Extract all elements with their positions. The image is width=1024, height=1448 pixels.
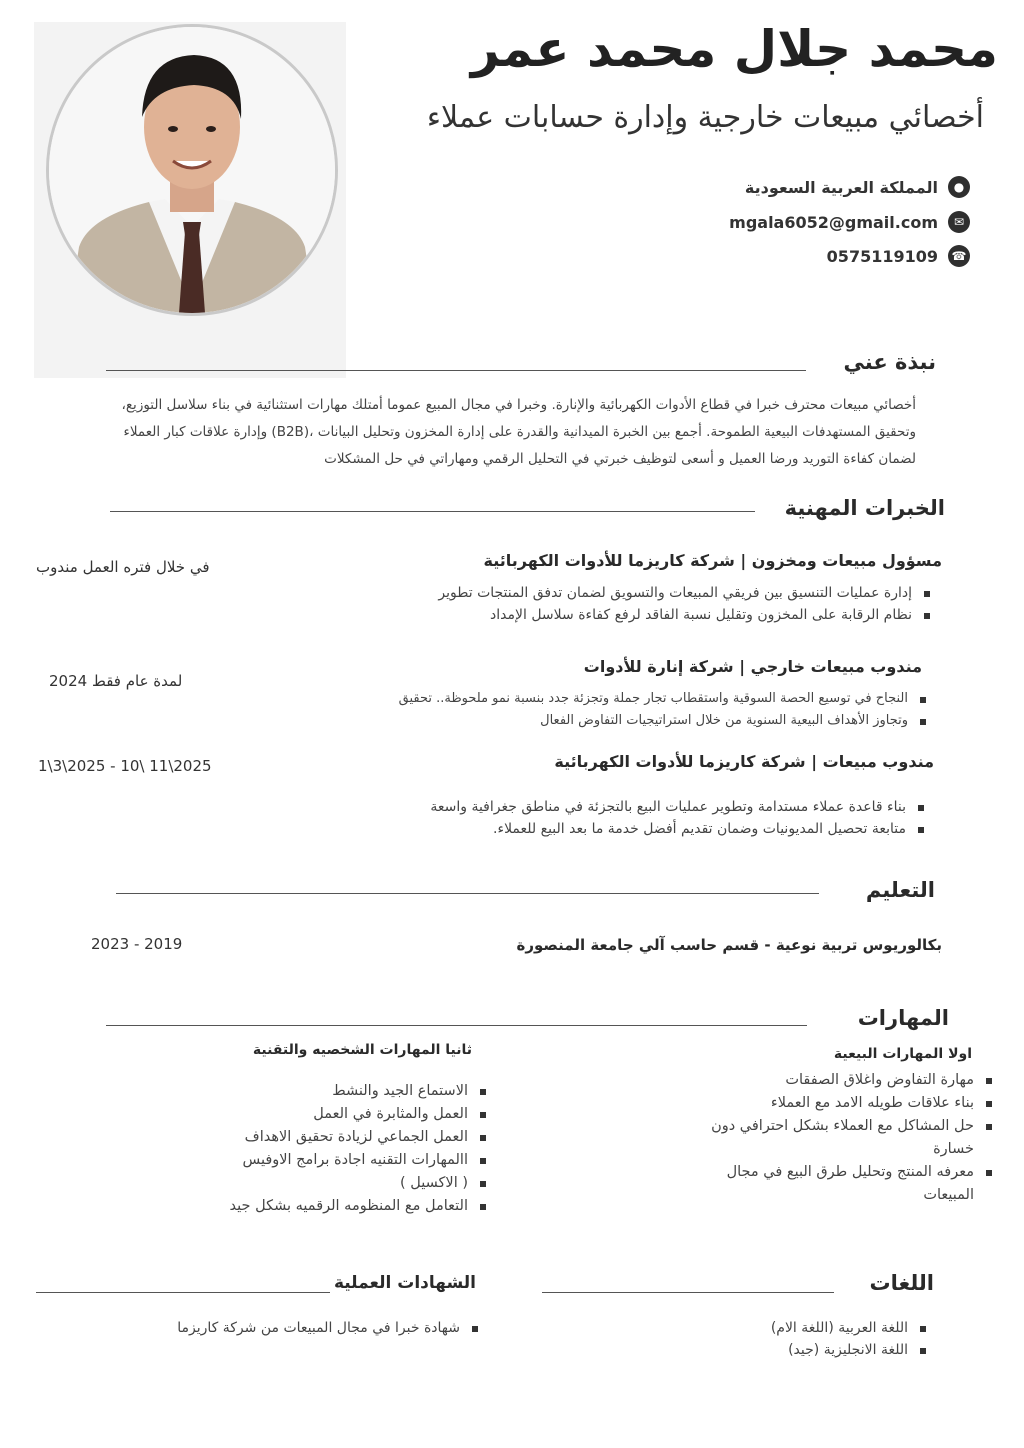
languages-list xyxy=(628,1317,928,1361)
contact-location xyxy=(745,176,970,198)
profile-photo xyxy=(46,24,338,316)
education-date: 2019 - 2023 xyxy=(91,935,183,953)
education-divider xyxy=(116,893,819,894)
experience-divider xyxy=(110,511,755,512)
languages-heading: اللغات xyxy=(869,1271,934,1295)
list-item: معرفه المنتج وتحليل طرق البيع في مجال المبيعات xyxy=(704,1161,994,1207)
person-name: محمد جلال محمد عمر xyxy=(470,20,998,78)
list-item: ( الاكسيل ) xyxy=(228,1172,488,1195)
list-item: متابعة تحصيل المديونيات وضمان تقديم أفضل خدمة ما بعد البيع للعملاء. xyxy=(326,818,926,840)
location-pin-icon: ● xyxy=(948,176,970,198)
education-heading: التعليم xyxy=(865,878,935,902)
sales-skills-list xyxy=(704,1069,994,1207)
list-item: بناء قاعدة عملاء مستدامة وتطوير عمليات البيع بالتجزئة في مناطق جغرافية واسعة xyxy=(326,796,926,818)
job-title: أخصائي مبيعات خارجية وإدارة حسابات عملاء xyxy=(426,100,984,135)
list-item: وتجاوز الأهداف البيعية السنوية من خلال استراتيجيات التفاوض الفعال xyxy=(308,710,928,732)
about-line: وتحقيق المستهدفات البيعية الطموحة. أجمع بين الخبرة الميدانية والقدرة على إدارة المخزون وتحليل البيانات ،(B2B) وإدارة علاقات كبار العملاء xyxy=(123,424,916,440)
skills-divider xyxy=(106,1025,807,1026)
list-item: الاستماع الجيد والنشط xyxy=(228,1080,488,1103)
education-degree: بكالوريوس تربية نوعية - قسم حاسب آلي جامعة المنصورة xyxy=(516,936,942,954)
job-3-date: 1\3\2025 - 10\ 11\2025 xyxy=(38,757,212,775)
list-item: العمل الجماعي لزيادة تحقيق الاهداف xyxy=(228,1126,488,1149)
list-item: التعامل مع المنظومه الرقميه بشكل جيد xyxy=(228,1195,488,1218)
job-2-bullets xyxy=(308,688,928,732)
contact-phone[interactable] xyxy=(827,245,970,267)
list-item: إدارة عمليات التنسيق بين فريقي المبيعات والتسويق لضمان تدفق المنتجات تطوير xyxy=(332,582,932,604)
skills-heading: المهارات xyxy=(857,1006,949,1030)
job-3-title: مندوب مبيعات | شركة كاريزما للأدوات الكهربائية xyxy=(554,752,934,771)
list-item: شهادة خبرا في مجال المبيعات من شركة كاريزما xyxy=(140,1317,480,1339)
list-item: بناء علاقات طويله الامد مع العملاء xyxy=(704,1092,994,1115)
list-item: العمل والمثابرة في العمل xyxy=(228,1103,488,1126)
contact-email[interactable] xyxy=(729,211,970,233)
email-icon: ✉ xyxy=(948,211,970,233)
about-line: لضمان كفاءة التوريد ورضا العميل و أسعى لتوظيف خبرتي في التحليل الرقمي ومهاراتي في حل المشكلات xyxy=(324,451,916,467)
list-item: مهارة التفاوض واغلاق الصفقات xyxy=(704,1069,994,1092)
job-1-title: مسؤول مبيعات ومخزون | شركة كاريزما للأدوات الكهربائية xyxy=(483,551,942,570)
job-1-date: في خلال فتره العمل مندوب xyxy=(36,558,210,576)
personal-skills-title: ثانيا المهارات الشخصيه والتقنية xyxy=(252,1042,472,1058)
certificates-divider xyxy=(36,1292,330,1293)
about-divider xyxy=(106,370,806,371)
job-2-title: مندوب مبيعات خارجي | شركة إنارة للأدوات xyxy=(583,657,922,676)
languages-divider xyxy=(542,1292,834,1293)
list-item: اللغة الانجليزية (جيد) xyxy=(628,1339,928,1361)
sales-skills-title: اولا المهارات البيعية xyxy=(833,1046,972,1062)
certificates-heading: الشهادات العملية xyxy=(333,1273,476,1293)
personal-skills-list xyxy=(228,1080,488,1218)
job-3-bullets xyxy=(326,796,926,840)
list-item: اللغة العربية (اللغة الام) xyxy=(628,1317,928,1339)
contact-location-text: المملكة العربية السعودية xyxy=(744,177,938,197)
list-item: االمهارات التقنيه اجادة برامج الاوفيس xyxy=(228,1149,488,1172)
list-item: حل المشاكل مع العملاء بشكل احترافي دون خسارة xyxy=(704,1115,994,1161)
contact-phone-text[interactable]: 0575119109 xyxy=(826,246,938,266)
about-heading: نبذة عني xyxy=(843,350,936,374)
certificates-list xyxy=(140,1317,480,1339)
job-1-bullets xyxy=(332,582,932,626)
list-item: النجاح في توسيع الحصة السوقية واستقطاب تجار جملة وتجزئة جدد بنسبة نمو ملحوظة.. تحقيق xyxy=(308,688,928,710)
list-item: نظام الرقابة على المخزون وتقليل نسبة الفاقد لرفع كفاءة سلاسل الإمداد xyxy=(332,604,932,626)
job-2-date: لمدة عام فقط 2024 xyxy=(49,672,183,690)
phone-icon: ☎ xyxy=(948,245,970,267)
contact-email-text[interactable]: mgala6052@gmail.com xyxy=(729,212,938,232)
experience-heading: الخبرات المهنية xyxy=(784,496,945,520)
about-paragraph xyxy=(52,392,916,473)
about-line: أخصائي مبيعات محترف خبرا في قطاع الأدوات الكهربائية والإنارة. وخبرا في مجال المبيع عموما أمتلك مهارات استثنائية في بناء سلاسل التوزيع، xyxy=(121,397,916,413)
avatar-illustration xyxy=(49,27,335,313)
